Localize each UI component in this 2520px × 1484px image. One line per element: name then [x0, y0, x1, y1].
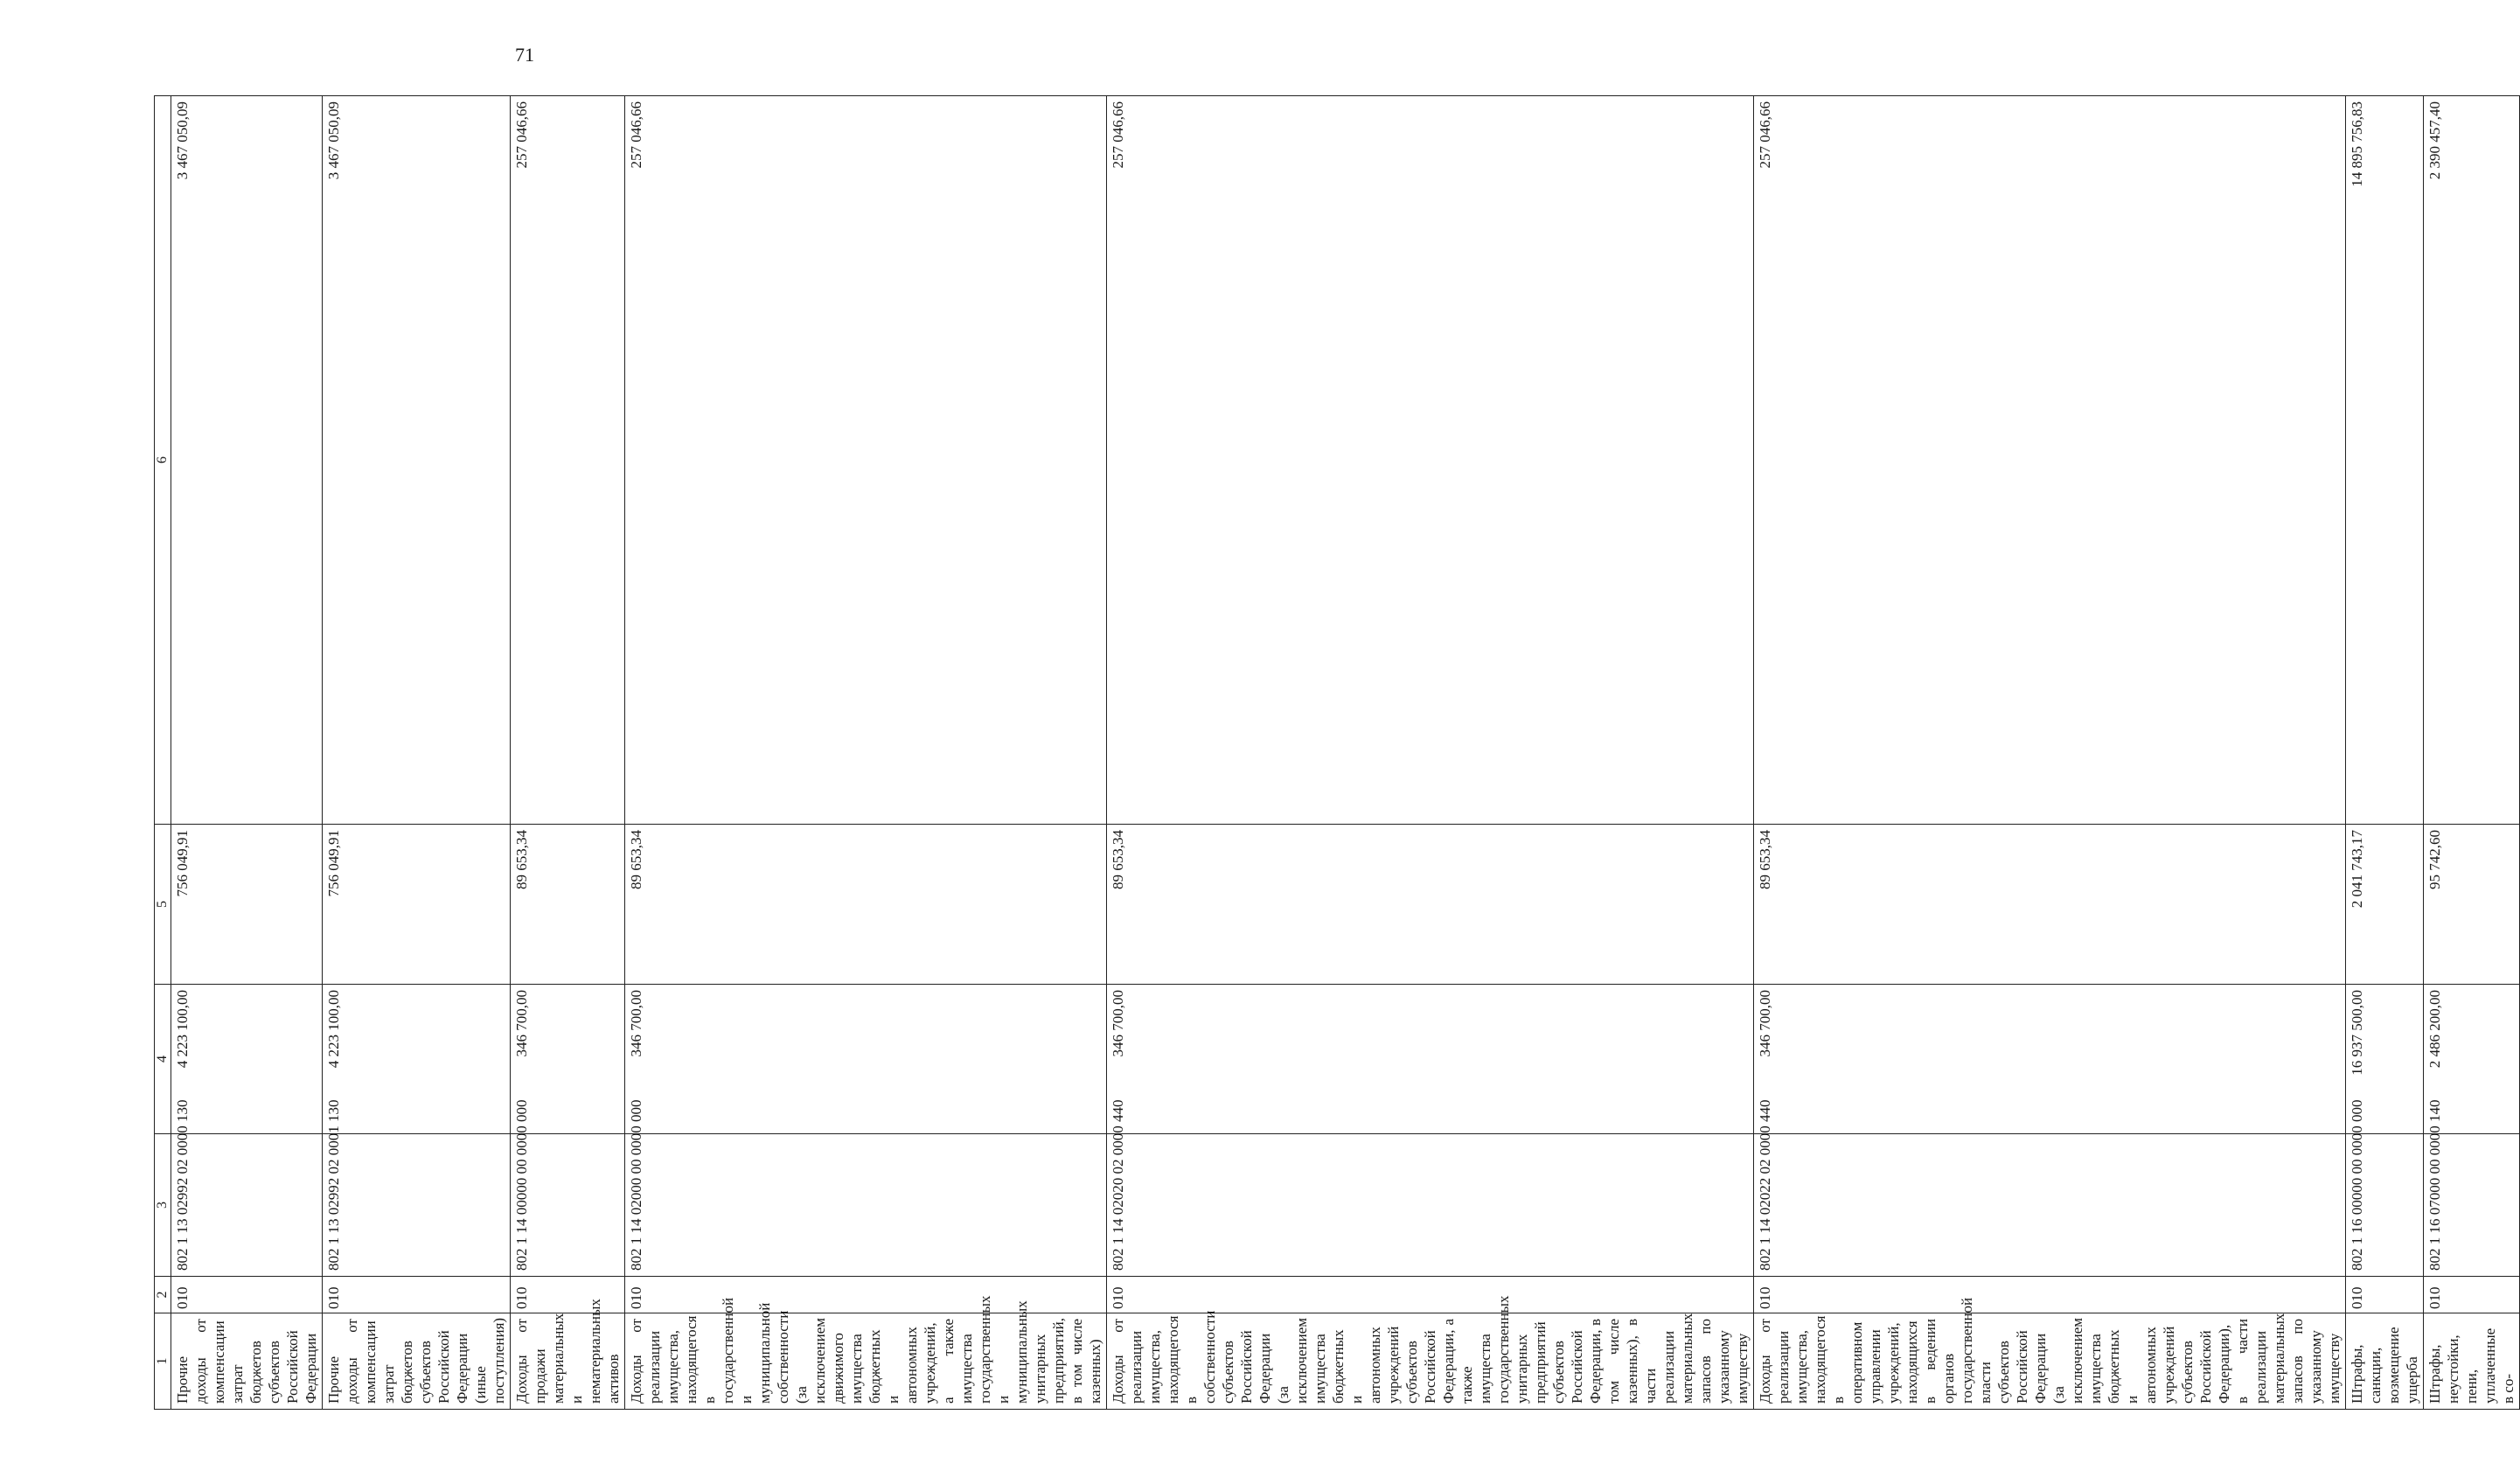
- budget-revenue-table: [154, 95, 2520, 1410]
- table-row: [1107, 96, 1754, 1410]
- row-budget-code: 802 1 14 00000 00 0000 000: [511, 1134, 625, 1277]
- header-col-1: 1: [155, 1313, 171, 1410]
- row-plan: 346 700,00: [511, 985, 625, 1134]
- row-budget-code: 802 1 14 02000 00 0000 000: [625, 1134, 1107, 1277]
- row-line-code: 010: [2424, 1277, 2520, 1313]
- header-row: [155, 96, 171, 1410]
- row-remaining: 2 390 457,40: [2424, 96, 2520, 825]
- row-plan: 346 700,00: [625, 985, 1107, 1134]
- row-executed: 89 653,34: [1107, 825, 1754, 985]
- header-col-5: 5: [155, 825, 171, 985]
- table-row: [171, 96, 323, 1410]
- row-name: Штрафы, санкции, возмещение ущерба: [2346, 1313, 2424, 1410]
- row-plan: 346 700,00: [1754, 985, 2346, 1134]
- page-number: 71: [515, 44, 534, 66]
- table-row: [511, 96, 625, 1410]
- row-line-code: 010: [2346, 1277, 2424, 1313]
- row-name: Доходы от реализации имущества, находящегося в собственности субъектов Российской Федерации (за исключением имущества бюджетных и автономных учреждений субъектов Российской Федерации, а также имущества государственных унитарных предприятий субъектов Российской Федерации, в том числе казенных), в части реализации материальных запасов по указанному имуществу: [1107, 1313, 1754, 1410]
- row-executed: 756 049,91: [323, 825, 511, 985]
- table-row: [2424, 96, 2520, 1410]
- row-line-code: 010: [625, 1277, 1107, 1313]
- row-budget-code: 802 1 13 02992 02 0000 130: [171, 1134, 323, 1277]
- rotated-table-wrapper: [154, 96, 2517, 1410]
- row-name: Доходы от реализации имущества, находящегося в оперативном управлении учреждений, находящихся в ведении органов государственной власти субъектов Российской Федерации (за исключением имущества бюджетных и автономных учреждений субъектов Российской Федерации), в части реализации материальных запасов по указанному имуществу: [1754, 1313, 2346, 1410]
- row-budget-code: 802 1 14 02020 02 0000 440: [1107, 1134, 1754, 1277]
- row-line-code: 010: [171, 1277, 323, 1313]
- header-col-4: 4: [155, 985, 171, 1134]
- row-executed: 95 742,60: [2424, 825, 2520, 985]
- row-plan: 4 223 100,00: [171, 985, 323, 1134]
- row-line-code: 010: [323, 1277, 511, 1313]
- row-executed: 89 653,34: [625, 825, 1107, 985]
- row-remaining: 3 467 050,09: [323, 96, 511, 825]
- row-remaining: 257 046,66: [511, 96, 625, 825]
- row-plan: 346 700,00: [1107, 985, 1754, 1134]
- table-row: [625, 96, 1107, 1410]
- row-budget-code: 802 1 14 02022 02 0000 440: [1754, 1134, 2346, 1277]
- header-col-2: 2: [155, 1277, 171, 1313]
- row-executed: 2 041 743,17: [2346, 825, 2424, 985]
- row-remaining: 257 046,66: [1107, 96, 1754, 825]
- row-line-code: 010: [1754, 1277, 2346, 1313]
- row-remaining: 3 467 050,09: [171, 96, 323, 825]
- row-plan: 4 223 100,00: [323, 985, 511, 1134]
- row-budget-code: 802 1 16 00000 00 0000 000: [2346, 1134, 2424, 1277]
- row-name: Штрафы, неустойки, пени, уплаченные в со-: [2424, 1313, 2520, 1410]
- row-remaining: 257 046,66: [625, 96, 1107, 825]
- row-name: Доходы от реализации имущества, находящегося в государственной и муниципальной собственности (за исключением движимого имущества бюджетных и автономных учреждений, а также имущества государственных и муниципальных унитарных предприятий, в том числе казенных): [625, 1313, 1107, 1410]
- table-row: [1754, 96, 2346, 1410]
- header-col-3: 3: [155, 1134, 171, 1277]
- row-plan: 16 937 500,00: [2346, 985, 2424, 1134]
- row-name: Доходы от продажи материальных и нематериальных активов: [511, 1313, 625, 1410]
- row-name: Прочие доходы от компенсации затрат бюджетов субъектов Российской Федерации (иные поступления): [323, 1313, 511, 1410]
- row-budget-code: 802 1 16 07000 00 0000 140: [2424, 1134, 2520, 1277]
- row-executed: 89 653,34: [1754, 825, 2346, 985]
- row-budget-code: 802 1 13 02992 02 0001 130: [323, 1134, 511, 1277]
- table-row: [2346, 96, 2424, 1410]
- row-name: Прочие доходы от компенсации затрат бюджетов субъектов Российской Федерации: [171, 1313, 323, 1410]
- header-col-6: 6: [155, 96, 171, 825]
- row-line-code: 010: [511, 1277, 625, 1313]
- row-line-code: 010: [1107, 1277, 1754, 1313]
- row-executed: 89 653,34: [511, 825, 625, 985]
- row-plan: 2 486 200,00: [2424, 985, 2520, 1134]
- row-remaining: 257 046,66: [1754, 96, 2346, 825]
- table-row: [323, 96, 511, 1410]
- row-remaining: 14 895 756,83: [2346, 96, 2424, 825]
- row-executed: 756 049,91: [171, 825, 323, 985]
